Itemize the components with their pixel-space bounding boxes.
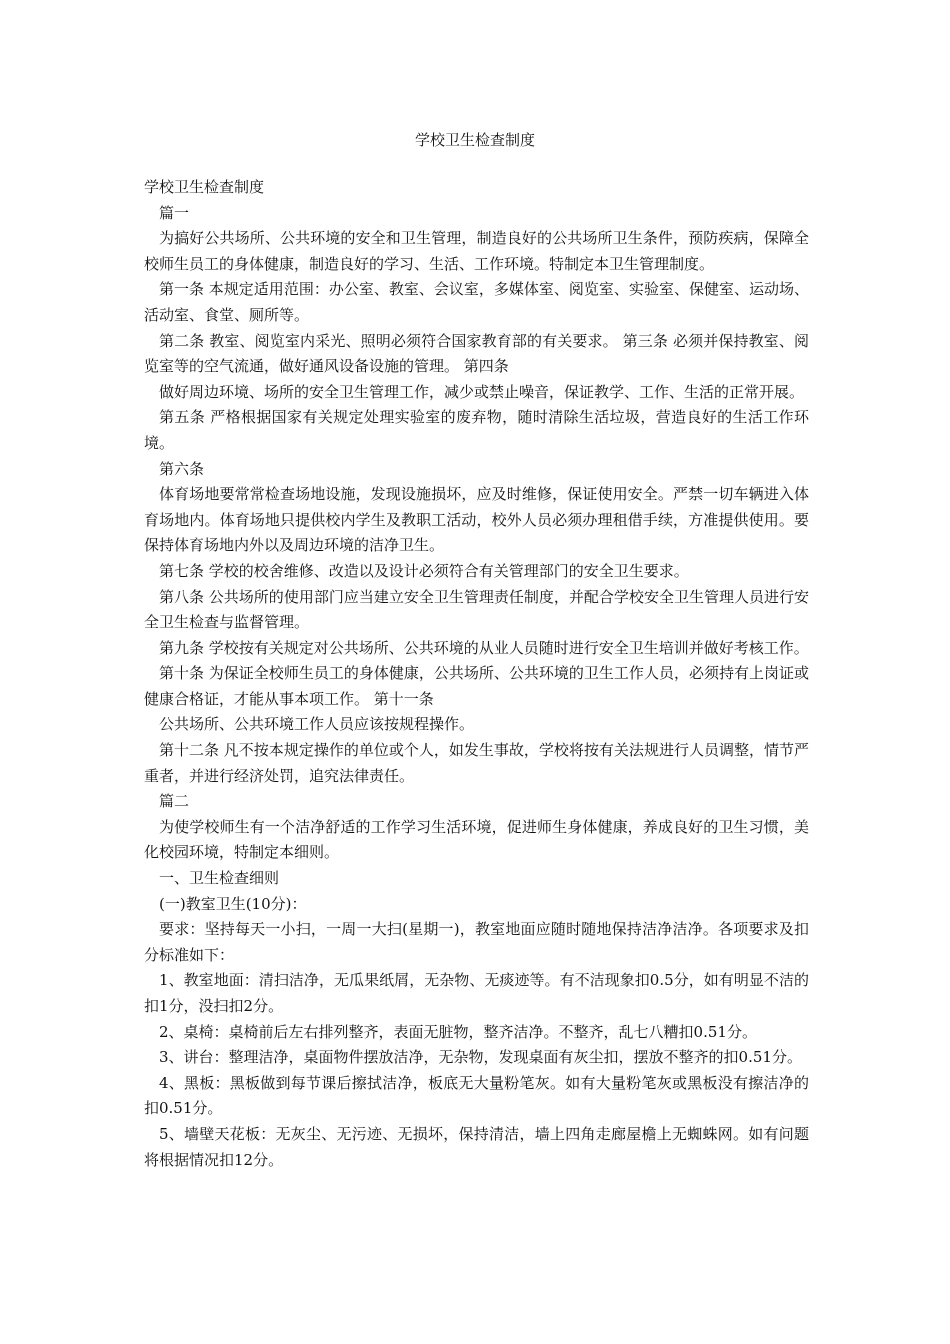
- paragraph: 第九条 学校按有关规定对公共场所、公共环境的从业人员随时进行安全卫生培训并做好考核工作。: [159, 638, 809, 657]
- paragraph: 2、桌椅：桌椅前后左右排列整齐，表面无脏物，整齐洁净。不整齐，乱七八糟扣0.51分。: [159, 1022, 757, 1041]
- paragraph: 篇二: [159, 792, 190, 811]
- paragraph: 第十条 为保证全校师生员工的身体健康，公共场所、公共环境的卫生工作人员，必须持有上岗证或健康合格证，才能从事本项工作。 第十一条: [144, 664, 809, 708]
- paragraph: 第八条 公共场所的使用部门应当建立安全卫生管理责任制度，并配合学校安全卫生管理人员进行安全卫生检查与监督管理。: [144, 587, 809, 632]
- paragraph: 1、教室地面：清扫洁净，无瓜果纸屑，无杂物、无痰迹等。有不洁现象扣0.5分，如有明显不洁的扣1分，没扫扣2分。: [144, 971, 809, 1015]
- paragraph: 一、卫生检查细则: [159, 869, 280, 888]
- document-body: [144, 175, 809, 1173]
- paragraph: 第七条 学校的校舍维修、改造以及设计必须符合有关管理部门的安全卫生要求。: [159, 561, 689, 580]
- paragraph: 5、墙壁天花板：无灰尘、无污迹、无损坏，保持清洁，墙上四角走廊屋檐上无蜘蛛网。如有问题将根据情况扣12分。: [144, 1124, 809, 1169]
- paragraph: 第六条: [159, 459, 205, 478]
- paragraph: 为搞好公共场所、公共环境的安全和卫生管理，制造良好的公共场所卫生条件，预防疾病，保障全校师生员工的身体健康，制造良好的学习、生活、工作环境。特制定本卫生管理制度。: [144, 229, 809, 273]
- document-title: 学校卫生检查制度: [414, 131, 535, 149]
- paragraph: 第五条 严格根据国家有关规定处理实验室的废弃物，随时清除生活垃圾，营造良好的生活工作环境。: [144, 408, 809, 452]
- paragraph: 第十二条 凡不按本规定操作的单位或个人，如发生事故，学校将按有关法规进行人员调整，情节严重者，并进行经济处罚，追究法律责任。: [144, 741, 809, 785]
- paragraph: 做好周边环境、场所的安全卫生管理工作，减少或禁止噪音，保证教学、工作、生活的正常开展。: [159, 382, 805, 401]
- paragraph: 篇一: [159, 203, 190, 222]
- paragraph: 第二条 教室、阅览室内采光、照明必须符合国家教育部的有关要求。 第三条 必须并保持教室、阅览室等的空气流通，做好通风设备设施的管理。 第四条: [144, 331, 809, 376]
- paragraph: 公共场所、公共环境工作人员应该按规程操作。: [159, 715, 475, 734]
- paragraph: (一)教室卫生(10分)：: [159, 894, 307, 913]
- paragraph: 要求：坚持每天一小扫，一周一大扫(星期一)，教室地面应随时随地保持洁净洁净。各项要求及扣分标准如下：: [144, 920, 809, 964]
- paragraph: 为使学校师生有一个洁净舒适的工作学习生活环境，促进师生身体健康，养成良好的卫生习惯，美化校园环境，特制定本细则。: [144, 817, 809, 862]
- paragraph: 4、黑板：黑板做到每节课后擦拭洁净，板底无大量粉笔灰。如有大量粉笔灰或黑板没有擦洁净的扣0.51分。: [144, 1073, 809, 1118]
- paragraph: 第一条 本规定适用范围：办公室、教室、会议室，多媒体室、阅览室、实验室、保健室、运动场、活动室、食堂、厕所等。: [144, 280, 809, 324]
- paragraph: 学校卫生检查制度: [144, 178, 265, 196]
- paragraph: 体育场地要常常检查场地设施，发现设施损坏，应及时维修，保证使用安全。严禁一切车辆进入体育场地内。体育场地只提供校内学生及教职工活动，校外人员必须办理租借手续，方准提供使用。要保持体育场地内外以及周边环境的洁净卫生。: [144, 485, 809, 555]
- paragraph: 3、讲台：整理洁净，桌面物件摆放洁净，无杂物，发现桌面有灰尘扣，摆放不整齐的扣0.51分。: [159, 1048, 802, 1067]
